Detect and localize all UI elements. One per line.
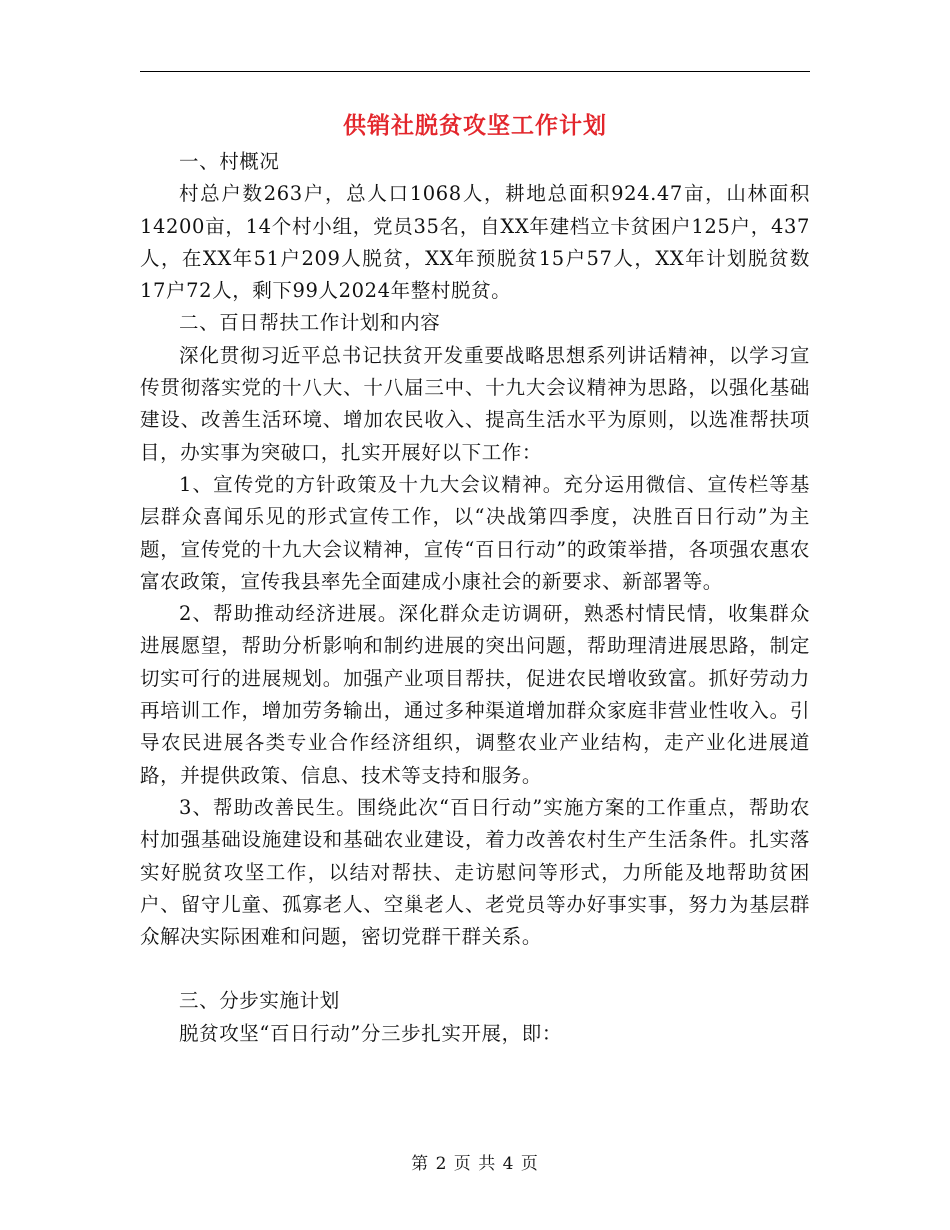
document-body bbox=[140, 146, 810, 1050]
phased-plan-intro-paragraph: 脱贫攻坚“百日行动”分三步扎实开展，即： bbox=[179, 1021, 562, 1045]
section-heading-phased-plan: 三、分步实施计划 bbox=[179, 989, 340, 1013]
item-2-paragraph: 2、帮助推动经济进展。深化群众走访调研，熟悉村情民情，收集群众进展愿望，帮助分析影响和制约进展的突出问题，帮助理清进展思路，制定切实可行的进展规划。加强产业项目帮扶，促进农民增收致富。抓好劳动力再培训工作，增加劳务输出，通过多种渠道增加群众家庭非营业性收入。引导农民进展各类专业合作经济组织，调整农业产业结构，走产业化进展道路，并提供政策、信息、技术等支持和服务。 bbox=[140, 602, 810, 787]
item-3-paragraph: 3、帮助改善民生。围绕此次“百日行动”实施方案的工作重点，帮助农村加强基础设施建设和基础农业建设，着力改善农村生产生活条件。扎实落实好脱贫攻坚工作，以结对帮扶、走访慰问等形式，力所能及地帮助贫困户、留守儿童、孤寡老人、空巢老人、老党员等办好事实事，努力为基层群众解决实际困难和问题，密切党群干群关系。 bbox=[140, 795, 810, 949]
page-number-footer: 第 2 页 共 4 页 bbox=[411, 1154, 539, 1174]
header-rule bbox=[140, 71, 810, 72]
guiding-principles-paragraph: 深化贯彻习近平总书记扶贫开发重要战略思想系列讲话精神，以学习宣传贯彻落实党的十八大、十八届三中、十九大会议精神为思路，以强化基础建设、改善生活环境、增加农民收入、提高生活水平为原则，以选准帮扶项目，办实事为突破口，扎实开展好以下工作： bbox=[140, 343, 810, 464]
document-title: 供销社脱贫攻坚工作计划 bbox=[343, 112, 607, 139]
paragraph-spacer bbox=[140, 953, 810, 985]
section-heading-hundred-day-plan: 二、百日帮扶工作计划和内容 bbox=[179, 311, 441, 335]
village-overview-paragraph: 村总户数263户，总人口1068人，耕地总面积924.47亩，山林面积14200亩，14个村小组，党员35名，自XX年建档立卡贫困户125户，437人，在XX年51户209人脱贫，XX年预脱贫15户57人，XX年计划脱贫数17户72人，剩下99人2024年整村脱贫。 bbox=[140, 182, 810, 303]
section-heading-village-overview: 一、村概况 bbox=[179, 150, 280, 173]
item-1-paragraph: 1、宣传党的方针政策及十九大会议精神。充分运用微信、宣传栏等基层群众喜闻乐见的形式宣传工作，以“决战第四季度，决胜百日行动”为主题，宣传党的十九大会议精神，宣传“百日行动”的政策举措，各项强农惠农富农政策，宣传我县率先全面建成小康社会的新要求、新部署等。 bbox=[140, 472, 810, 593]
